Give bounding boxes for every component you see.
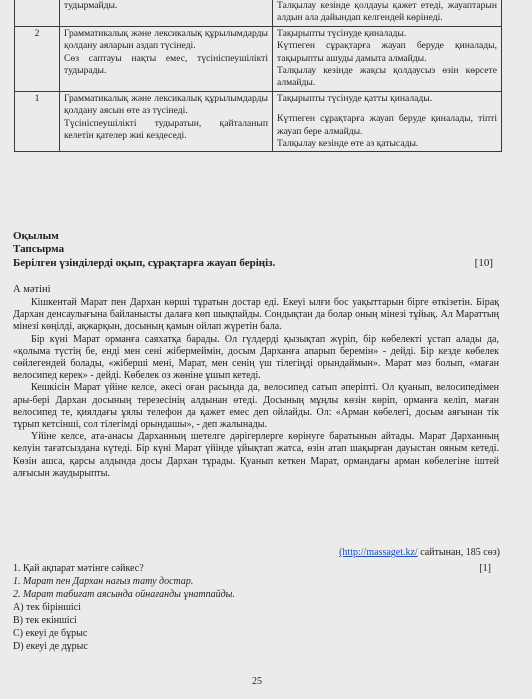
question-marks: [1] [479, 563, 491, 574]
text-paragraph: Үйіне келсе, ата-анасы Дарханның шетелге дәрігерлерге көрінуге баратынын айтады. Марат Дарханның келуін тағатсыздана күтеді. Бір күні Марат үйінде ұйықтап жатса, өзін атап шақырған дауыстан ояным кетеді. Көзін ашса, қарсы алдында досы Дархан тұрады. Қуанып кеткен Марат, ормандағы арман көбелегіне іштей алғысын жаудырыпты. [13, 431, 499, 479]
task-instruction [13, 257, 493, 269]
rubric-criteria-line: Сөз саптауы нақты емес, түсініспеушілікті тудырады. [64, 52, 268, 77]
question-1 [13, 563, 491, 576]
answer-option-b[interactable]: В) тек екіншісі [13, 615, 77, 626]
reading-text [13, 297, 499, 480]
rubric-criteria [60, 26, 273, 91]
rubric-behavior-line: Күтпеген сұрақтарға жауап беруде қиналады, тақырыпты ашуды дамыта алмайды. [277, 40, 497, 64]
answer-option-d[interactable]: D) екеуі де дұрыс [13, 641, 88, 652]
rubric-row-score-1 [15, 91, 502, 152]
rubric-behavior-line: Талқылау кезінде өте аз қатысады. [277, 138, 419, 150]
rubric-criteria-line: тудырмайды. [64, 0, 118, 11]
rubric-row-score-2 [15, 26, 502, 91]
rubric-behavior-line: Тақырыпты түсінуде қиналады. [277, 27, 407, 39]
rubric-criteria-line: Грамматикалық және лексикалық құрылымдарды қолдану аясын өте аз түсінеді. [64, 92, 268, 117]
rubric-criteria [60, 91, 273, 152]
assessment-rubric-table [14, 0, 502, 152]
source-citation [339, 547, 500, 558]
source-link[interactable]: (http://massaget.kz/ [339, 547, 418, 558]
answer-option-c[interactable]: С) екеуі де бұрыс [13, 628, 88, 639]
rubric-criteria-line: Грамматикалық және лексикалық құрылымдарды қолдану аяларын аздап түсінеді. [64, 27, 268, 52]
instruction-text: Берілген үзінділерді оқып, сұрақтарға жауап беріңіз. [13, 257, 276, 269]
text-paragraph: Бір күні Марат орманға саяхатқа барады. Ол гүлдерді қызықтап жүріп, бір көбелекті ұстап алады да, «қолыма түстің бе, енді мен сені жібермеймін, досым Дарханға апарып беремін» - дейді. Бір кезде көбелек сөйлегендей болады, «жіберші мені, Марат, мен сенің үш тілегіңді орындаймын». Марат мәз болып, «маған велосипед керек» - дейді. Көбелек оз жөніне ұшып кетеді. [13, 333, 499, 382]
text-paragraph: Кішкентай Марат пен Дархан көрші тұратын достар еді. Екеуі ылғи бос уақыттарын бірге өткізетін. Бірақ Дархан денсаулығына байланысты далаға көп шықпайды. Сондықтан да болар оның мінезі тұйық. Ал Мараттың мінезі көңілді, ақжарқын, досының қамын ойлап жүретін бала. [13, 297, 499, 333]
rubric-behavior-line: Талқылау кезінде жақсы қолдаусыз өзін көрсете алмайды. [277, 65, 497, 89]
rubric-behavior [273, 91, 502, 152]
statement-1: 1. Марат пен Дархан нағыз тату достар. [13, 576, 194, 587]
page-number: 25 [252, 676, 262, 687]
task-marks: [10] [474, 257, 493, 269]
rubric-score [15, 0, 60, 26]
source-suffix: сайтынан, 185 сөз) [417, 547, 500, 558]
rubric-behavior [273, 0, 502, 26]
section-title: Оқылым [13, 230, 59, 242]
text-paragraph: Кешкісін Марат үйіне келсе, әкесі оған расында да, велосипед сатып әперіпті. Ол қуанып, велосипедімен ары-бері Дархан досының терезесінің алдынан өтеді. Досының мұңлы көзін көріп, орманға келіп, маған велосипед те, қиялдағы ұялы телефон да қажет емес деп ойлайды. Ол: «Арман көбелегі, досым аяғынан тік тұрып кетсінші, сол тілегімді орындашы», - деп жалынады. [13, 382, 499, 431]
rubric-behavior-line: Тақырыпты түсінуде қатты қиналады. [277, 92, 433, 104]
task-label: Тапсырма [13, 243, 65, 255]
rubric-behavior-line: Күтпеген сұрақтарға жауап беруде қиналады, тіпті жауап бере алмайды. [277, 113, 497, 137]
rubric-score: 1 [15, 91, 60, 152]
statement-2: 2. Марат табиғат аясында ойнағанды ұнатпайды. [13, 589, 235, 600]
rubric-criteria [60, 0, 273, 26]
question-text: 1. Қай ақпарат мәтінге сәйкес? [13, 563, 144, 574]
text-title: А мәтіні [13, 284, 51, 295]
rubric-behavior [273, 26, 502, 91]
answer-option-a[interactable]: А) тек біріншісі [13, 602, 81, 613]
rubric-behavior-line: Талқылау кезінде қолдауы қажет етеді, жауаптарын алдын ала дайындап келгендей көрінеді. [277, 0, 497, 24]
rubric-score: 2 [15, 26, 60, 91]
rubric-criteria-line: Түсініспеушілікті тудыратын, қайталанып келетін қателер жиі кездеседі. [64, 117, 268, 142]
rubric-row-continued [15, 0, 502, 26]
